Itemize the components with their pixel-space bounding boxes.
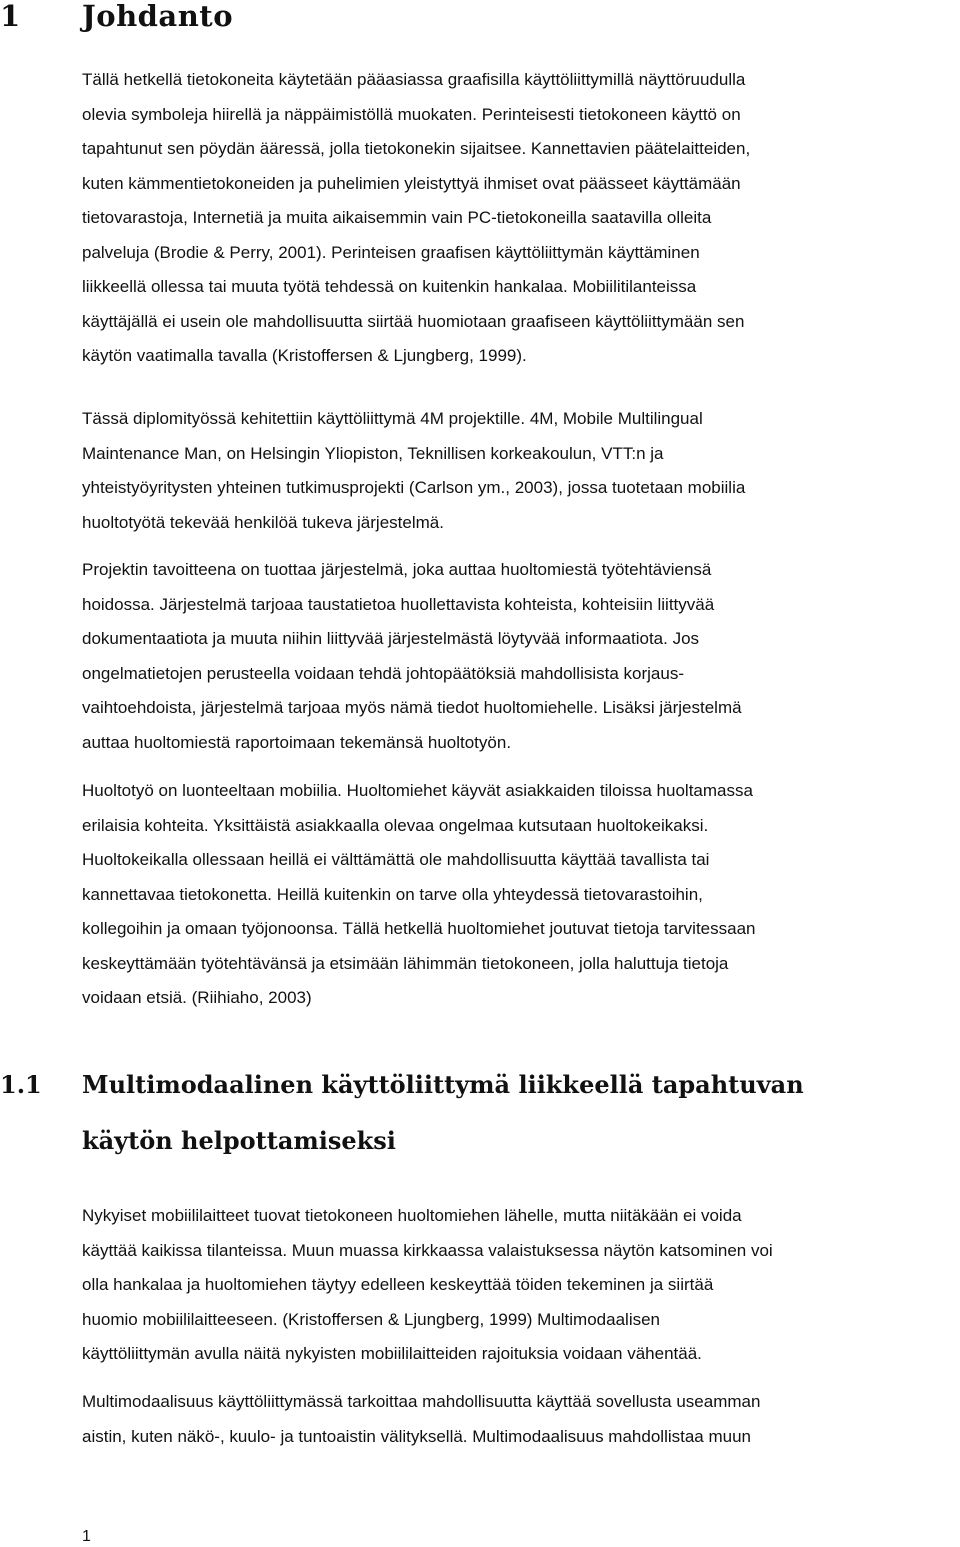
text-line: Huoltotyö on luonteeltaan mobiilia. Huoltomiehet käyvät asiakkaiden tiloissa huoltamassa — [82, 781, 753, 800]
section-title — [82, 1057, 942, 1169]
text-line: Projektin tavoitteena on tuottaa järjestelmä, joka auttaa huoltomiestä työtehtäviensä — [82, 560, 712, 579]
text-line: auttaa huoltomiestä raportoimaan tekemänsä huoltotyön. — [82, 732, 512, 752]
text-line: liikkeellä ollessa tai muuta työtä tehdessä on kuitenkin hankalaa. Mobiilitilanteissa — [82, 277, 697, 296]
text-line: Maintenance Man, on Helsingin Yliopiston, Teknillisen korkeakoulun, VTT:n ja — [82, 443, 664, 463]
text-line: dokumentaatiota ja muuta niihin liittyvää järjestelmästä löytyvää informaatiota. Jos — [82, 629, 700, 648]
text-line: voidaan etsiä. (Riihiaho, 2003) — [82, 988, 312, 1007]
paragraph — [82, 402, 960, 540]
paragraph — [82, 1199, 960, 1372]
paragraph — [82, 1385, 960, 1454]
section-heading — [0, 1057, 960, 1169]
page-number: 1 — [82, 1528, 91, 1545]
text-line: kuten kämmentietokoneiden ja puhelimien yleistyttyä ihmiset ovat päässeet käyttämään — [82, 173, 741, 193]
section-number: 1.1 — [0, 1070, 42, 1099]
text-line: keskeyttämään työtehtävänsä ja etsimään lähimmän tietokoneen, jolla haluttuja tietoja — [82, 953, 729, 973]
section-title-line: Multimodaalinen käyttöliittymä liikkeellä tapahtuvan — [82, 1070, 804, 1099]
text-line: tapahtunut sen pöydän ääressä, jolla tietokonekin sijaitsee. Kannettavien päätelaitteiden, — [82, 139, 751, 158]
text-line: Tällä hetkellä tietokoneita käytetään pääasiassa graafisilla käyttöliittymillä näyttöruudulla — [82, 70, 746, 89]
paragraph — [82, 553, 960, 760]
text-line: Tässä diplomityössä kehitettiin käyttöliittymä 4M projektille. 4M, Mobile Multilingual — [82, 409, 703, 428]
text-line: käyttöliittymän avulla näitä nykyisten mobiililaitteiden rajoituksia voidaan vähentää. — [82, 1344, 702, 1363]
chapter-number: 1 — [0, 0, 21, 33]
chapter-body — [82, 553, 960, 760]
text-line: kannettavaa tietokonetta. Heillä kuitenkin on tarve olla yhteydessä tietovarastoihin, — [82, 884, 703, 904]
paragraph — [82, 774, 960, 1016]
text-line: palveluja (Brodie & Perry, 2001). Perinteisen graafisen käyttöliittymän käyttäminen — [82, 242, 700, 262]
paragraph — [82, 63, 960, 374]
text-line: tietovarastoja, Internetiä ja muita aikaisemmin vain PC-tietokoneilla saatavilla olleita — [82, 208, 712, 227]
section-body — [82, 1385, 960, 1454]
section-body — [82, 1199, 960, 1372]
text-line: olevia symboleja hiirellä ja näppäimistöllä muokaten. Perinteisesti tietokoneen käyttö on — [82, 104, 741, 124]
chapter-body — [82, 63, 960, 374]
section-title-line: käytön helpottamiseksi — [82, 1126, 396, 1155]
text-line: hoidossa. Järjestelmä tarjoaa taustatietoa huollettavista kohteista, kohteisiin liittyvää — [82, 594, 715, 614]
text-line: käytön vaatimalla tavalla (Kristoffersen & Ljungberg, 1999). — [82, 346, 527, 365]
text-line: aistin, kuten näkö-, kuulo- ja tuntoaistin välityksellä. Multimodaalisuus mahdollistaa muun — [82, 1426, 752, 1446]
text-line: ongelmatietojen perusteella voidaan tehdä johtopäätöksiä mahdollisista korjaus- — [82, 663, 684, 683]
text-line: käyttää kaikissa tilanteissa. Muun muassa kirkkaassa valaistuksessa näytön katsominen voi — [82, 1240, 773, 1260]
text-line: vaihtoehdoista, järjestelmä tarjoaa myös nämä tiedot huoltomiehelle. Lisäksi järjestelmä — [82, 698, 742, 717]
chapter-heading — [0, 0, 233, 38]
text-line: Nykyiset mobiililaitteet tuovat tietokoneen huoltomiehen lähelle, mutta niitäkään ei voida — [82, 1206, 742, 1225]
text-line: huoltotyötä tekevää henkilöä tukeva järjestelmä. — [82, 512, 444, 532]
text-line: kollegoihin ja omaan työjonoonsa. Tällä hetkellä huoltomiehet joutuvat tietoja tarvitessaan — [82, 919, 756, 938]
text-line: Multimodaalisuus käyttöliittymässä tarkoittaa mahdollisuutta käyttää sovellusta useamman — [82, 1392, 761, 1411]
text-line: käyttäjällä ei usein ole mahdollisuutta siirtää huomiotaan graafiseen käyttöliittymään sen — [82, 311, 745, 331]
chapter-body — [82, 402, 960, 540]
text-line: olla hankalaa ja huoltomiehen täytyy edelleen keskeyttää töiden tekeminen ja siirtää — [82, 1275, 714, 1294]
text-line: huomio mobiililaitteeseen. (Kristoffersen & Ljungberg, 1999) Multimodaalisen — [82, 1309, 660, 1329]
text-line: yhteistyöyritysten yhteinen tutkimusprojekti (Carlson ym., 2003), jossa tuotetaan mobiilia — [82, 478, 746, 497]
text-line: Huoltokeikalla ollessaan heillä ei välttämättä ole mahdollisuutta käyttää tavallista tai — [82, 850, 710, 869]
text-line: erilaisia kohteita. Yksittäistä asiakkaalla olevaa ongelmaa kutsutaan huoltokeikaksi. — [82, 815, 709, 835]
chapter-title: Johdanto — [82, 0, 234, 33]
chapter-body — [82, 774, 960, 1016]
